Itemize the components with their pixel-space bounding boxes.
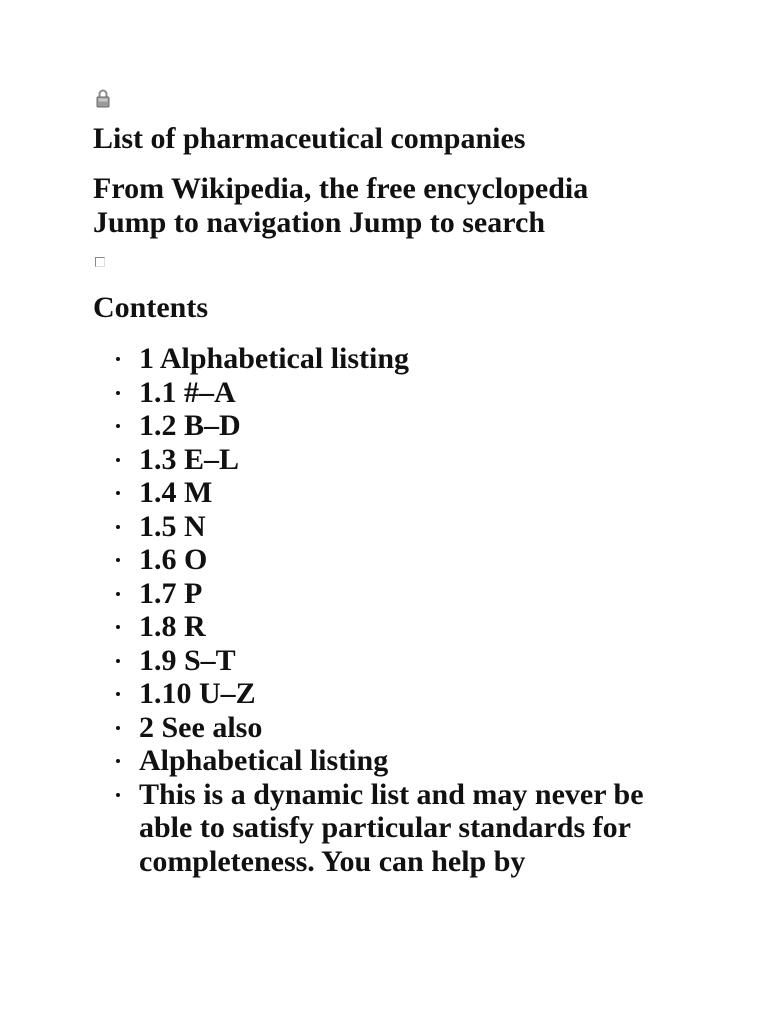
- toc-link-e-l[interactable]: 1.3 E–L: [139, 442, 240, 476]
- section-heading-alphabetical-listing[interactable]: Alphabetical listing: [139, 744, 389, 777]
- toc-item: [93, 476, 693, 510]
- toc-toggle-checkbox[interactable]: [95, 257, 105, 267]
- bullet-icon: [116, 625, 120, 629]
- toc-item: [93, 342, 693, 376]
- jump-to-navigation-link[interactable]: Jump to navigation: [93, 206, 342, 239]
- toc-item: [93, 577, 693, 611]
- bullet-icon: [116, 692, 120, 696]
- bullet-icon: [116, 491, 120, 495]
- toc-item: [93, 644, 693, 678]
- toc-link-s-t[interactable]: 1.9 S–T: [139, 643, 236, 677]
- site-tagline: From Wikipedia, the free encyclopedia: [93, 172, 589, 205]
- toc-item: [93, 711, 693, 745]
- toc-item: [93, 778, 693, 879]
- bullet-icon: [116, 726, 120, 730]
- toc-link-o[interactable]: 1.6 O: [139, 543, 208, 576]
- toc-link-m[interactable]: 1.4 M: [139, 476, 213, 509]
- lock-icon: [96, 88, 110, 108]
- toc-item: [93, 543, 693, 577]
- bullet-icon: [116, 558, 120, 562]
- page-title: List of pharmaceutical companies: [93, 122, 526, 155]
- bullet-icon: [116, 759, 120, 763]
- jump-links: [93, 206, 588, 240]
- site-header: [93, 172, 588, 240]
- bullet-icon: [116, 391, 120, 395]
- bullet-icon: [116, 525, 120, 529]
- bullet-icon: [116, 793, 120, 797]
- toc-item: [93, 409, 693, 443]
- dynamic-list-notice: This is a dynamic list and may never be able to satisfy particular standards for completeness. You can help by: [139, 777, 644, 878]
- toc-link-hash-a[interactable]: 1.1 #–A: [139, 375, 236, 409]
- toc-link-r[interactable]: 1.8 R: [139, 610, 206, 643]
- bullet-icon: [116, 458, 120, 462]
- jump-to-search-link[interactable]: Jump to search: [348, 206, 546, 239]
- bullet-icon: [116, 592, 120, 596]
- bullet-icon: [116, 357, 120, 361]
- toc-list: [93, 342, 693, 878]
- toc-item: [93, 510, 693, 544]
- toc-heading: Contents: [93, 291, 209, 324]
- toc-link-alphabetical-listing[interactable]: 1 Alphabetical listing: [139, 342, 410, 375]
- bullet-icon: [116, 424, 120, 428]
- toc-link-n[interactable]: 1.5 N: [139, 509, 206, 543]
- toc-link-see-also[interactable]: 2 See also: [139, 710, 263, 744]
- toc-item: [93, 744, 693, 778]
- toc-item: [93, 376, 693, 410]
- toc-item: [93, 677, 693, 711]
- toc-item: [93, 610, 693, 644]
- toc-link-u-z[interactable]: 1.10 U–Z: [139, 677, 256, 710]
- toc-link-b-d[interactable]: 1.2 B–D: [139, 409, 241, 442]
- bullet-icon: [116, 659, 120, 663]
- toc-link-p[interactable]: 1.7 P: [139, 576, 203, 610]
- toc-item: [93, 443, 693, 477]
